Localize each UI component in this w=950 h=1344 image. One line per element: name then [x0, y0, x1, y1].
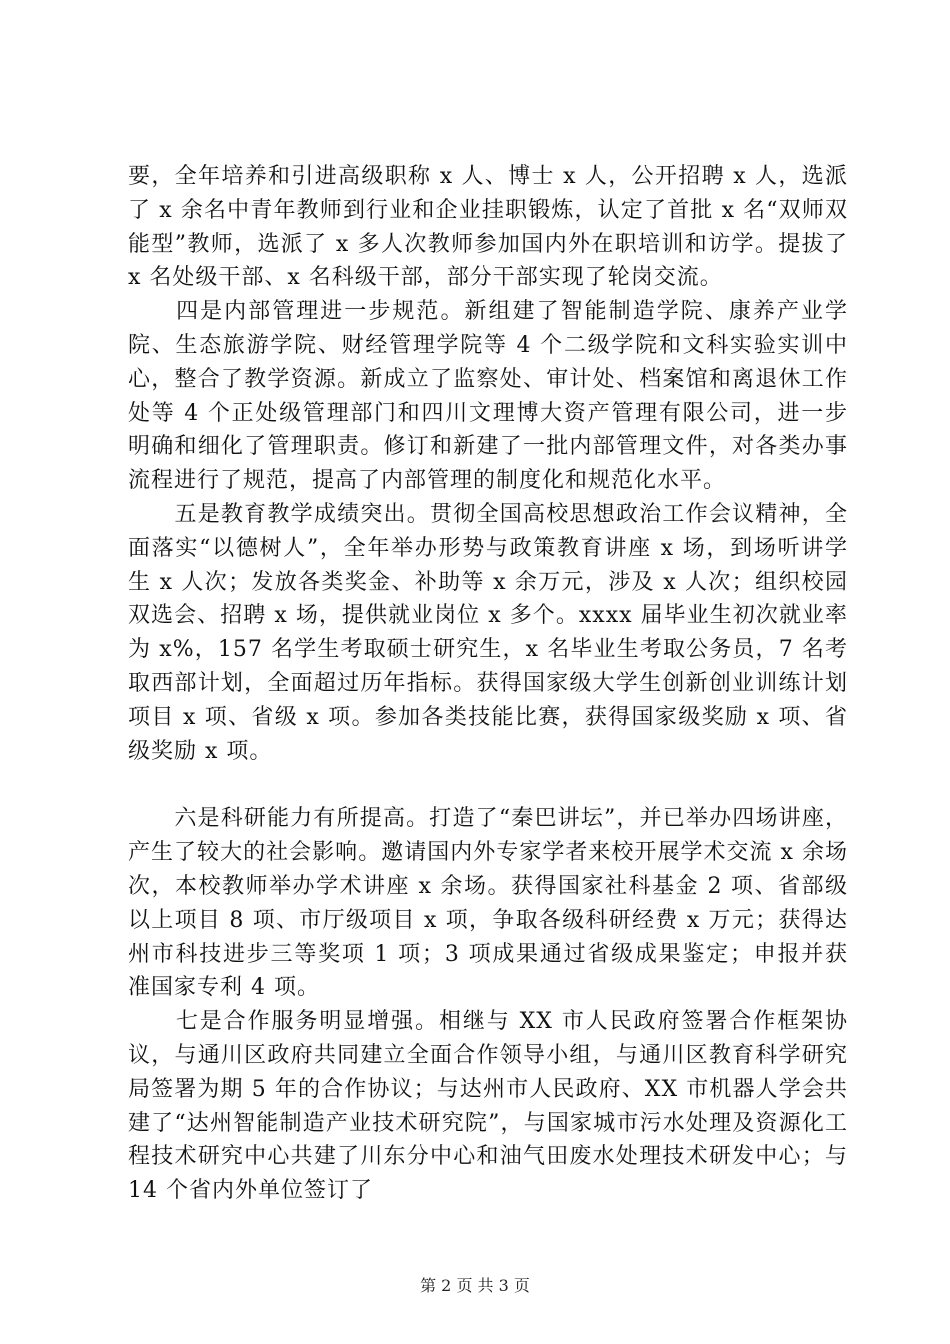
paragraph-internal-management: 四是内部管理进一步规范。新组建了智能制造学院、康养产业学院、生态旅游学院、财经管理学院等 4 个二级学院和文科实验实训中心，整合了教学资源。新成立了监察处、审计处、档案馆和离退休工作处等 4 个正处级管理部门和四川文理博大资产管理有限公司，进一步明确和细化了管理职责。修订和新建了一批内部管理文件，对各类办事流程进行了规范，提高了内部管理的制度化和规范化水平。: [128, 299, 848, 494]
page-footer: 第 2 页 共 3 页: [420, 1276, 530, 1295]
paragraph-education-teaching: 五是教育教学成绩突出。贯彻全国高校思想政治工作会议精神，全面落实“以德树人”，全年举办形势与政策教育讲座 x 场，到场听讲学生 x 人次；发放各类奖金、补助等 x 余万元，涉及 x 人次；组织校园双选会、招聘 x 场，提供就业岗位 x 多个。xxxx 届毕业生初次就业率为 x%，157 名学生考取硕士研究生，x 名毕业生考取公务员，7 名考取西部计划，全面超过历年指标。获得国家级大学生创新创业训练计划项目 x 项、省级 x 项。参加各类技能比赛，获得国家级奖励 x 项、省级奖励 x 项。: [128, 501, 848, 764]
paragraph-training: 要，全年培养和引进高级职称 x 人、博士 x 人，公开招聘 x 人，选派了 x 余名中青年教师到行业和企业挂职锻炼，认定了首批 x 名“双师双能型”教师，选派了 x 多人次教师参加国内外在职培训和访学。提拔了 x 名处级干部、x 名科级干部，部分干部实现了轮岗交流。: [128, 164, 856, 291]
paragraph-cooperation: 七是合作服务明显增强。相继与 XX 市人民政府签署合作框架协议，与通川区政府共同建立全面合作领导小组，与通川区教育科学研究局签署为期 5 年的合作协议；与达州市人民政府、XX 市机器人学会共建了“达州智能制造产业技术研究院”，与国家城市污水处理及资源化工程技术研究中心共建了川东分中心和油气田废水处理技术研发中心；与 14 个省内外单位签订了: [128, 1009, 856, 1204]
document-body: [128, 160, 856, 1208]
paragraph-research: 六是科研能力有所提高。打造了“秦巴讲坛”，并已举办四场讲座，产生了较大的社会影响。邀请国内外专家学者来校开展学术交流 x 余场次，本校教师举办学术讲座 x 余场。获得国家社科基金 2 项、省部级以上项目 8 项、市厅级项目 x 项，争取各级科研经费 x 万元；获得达州市科技进步三等奖项 1 项；3 项成果通过省级成果鉴定；申报并获准国家专利 4 项。: [128, 806, 848, 1001]
paragraph-gap: [128, 768, 848, 802]
